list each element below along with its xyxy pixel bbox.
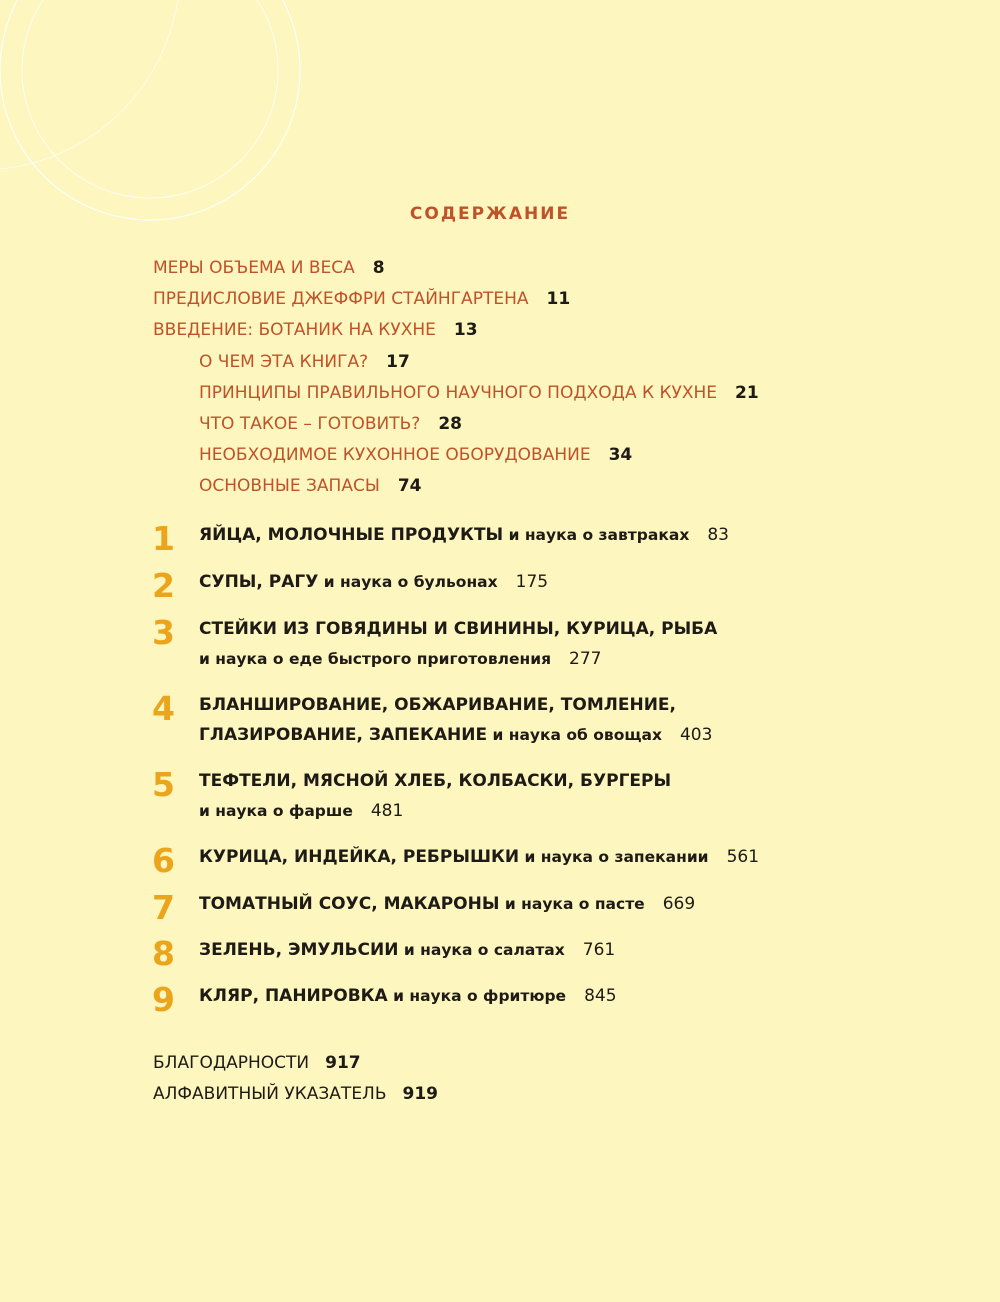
chapter-entry[interactable]	[152, 981, 759, 1027]
toc-entry-label: ВВЕДЕНИЕ: БОТАНИК НА КУХНЕ	[153, 320, 436, 341]
chapter-page: 277	[569, 649, 602, 669]
chapter-entry[interactable]	[152, 520, 759, 567]
chapter-title: КУРИЦА, ИНДЕЙКА, РЕБРЫШКИ	[199, 847, 520, 867]
toc-entry-label: НЕОБХОДИМОЕ КУХОННОЕ ОБОРУДОВАНИЕ	[199, 445, 591, 466]
chapter-entry[interactable]	[152, 889, 759, 935]
chapter-number: 6	[152, 841, 175, 880]
chapter-number: 2	[152, 566, 175, 605]
chapter-title: ЗЕЛЕНЬ, ЭМУЛЬСИИ	[199, 940, 399, 960]
chapter-title: КЛЯР, ПАНИРОВКА	[199, 986, 388, 1006]
toc-entry-page: 917	[325, 1053, 361, 1073]
chapter-page: 845	[584, 986, 617, 1006]
chapter-number: 3	[152, 613, 175, 652]
back-matter-list	[153, 1050, 438, 1112]
chapter-page: 83	[707, 525, 729, 545]
chapter-subtitle: и наука о салатах	[403, 941, 565, 959]
chapter-entry[interactable]	[152, 935, 759, 981]
chapter-number: 9	[152, 980, 175, 1019]
chapter-title: СТЕЙКИ ИЗ ГОВЯДИНЫ И СВИНИНЫ, КУРИЦА, РЫБА	[199, 619, 718, 639]
chapter-number: 4	[152, 689, 175, 728]
chapter-title: СУПЫ, РАГУ	[199, 572, 319, 592]
toc-entry-page: 11	[546, 289, 571, 310]
toc-entry-label: ЧТО ТАКОЕ – ГОТОВИТЬ?	[199, 413, 421, 434]
chapter-subtitle: и наука о еде быстрого приготовления	[199, 650, 552, 668]
chapter-entry[interactable]	[152, 567, 759, 614]
page-title: СОДЕРЖАНИЕ	[409, 204, 571, 224]
toc-entry-label: БЛАГОДАРНОСТИ	[153, 1053, 310, 1073]
intro-section-list	[153, 256, 759, 506]
toc-entry[interactable]	[153, 318, 759, 349]
toc-entry-label: АЛФАВИТНЫЙ УКАЗАТЕЛЬ	[153, 1084, 387, 1104]
chapter-subtitle: и наука о фарше	[199, 802, 353, 820]
toc-subentry[interactable]	[153, 350, 759, 381]
toc-entry-page: 17	[386, 351, 410, 372]
toc-subentry[interactable]	[153, 474, 759, 505]
chapter-page: 175	[515, 572, 549, 592]
chapter-subtitle: и наука о запекании	[524, 848, 709, 866]
toc-entry-page: 13	[453, 320, 478, 341]
chapter-page: 761	[582, 940, 616, 960]
toc-entry-page: 74	[397, 476, 422, 497]
chapter-subtitle: и наука о пасте	[504, 895, 645, 913]
chapter-title-continued: ГЛАЗИРОВАНИЕ, ЗАПЕКАНИЕ	[199, 725, 488, 745]
toc-subentry[interactable]	[153, 412, 759, 443]
chapter-entry[interactable]	[152, 690, 759, 766]
chapter-title: ТЕФТЕЛИ, МЯСНОЙ ХЛЕБ, КОЛБАСКИ, БУРГЕРЫ	[199, 771, 672, 791]
toc-entry[interactable]	[153, 256, 759, 287]
chapter-subtitle: и наука о бульонах	[323, 573, 498, 591]
toc-entry-page: 919	[402, 1084, 439, 1104]
chapter-page: 561	[726, 847, 760, 867]
chapter-entry[interactable]	[152, 766, 759, 842]
chapter-number: 7	[152, 888, 175, 927]
toc-entry-page: 21	[735, 382, 759, 403]
chapter-title: ЯЙЦА, МОЛОЧНЫЕ ПРОДУКТЫ	[199, 525, 504, 545]
chapter-subtitle: и наука об овощах	[492, 726, 662, 744]
toc-subentry[interactable]	[153, 443, 759, 474]
toc-entry[interactable]	[153, 1050, 438, 1081]
toc-subentry[interactable]	[153, 381, 759, 412]
chapter-number: 1	[152, 519, 175, 558]
chapter-entry[interactable]	[152, 842, 759, 889]
toc-entry-label: О ЧЕМ ЭТА КНИГА?	[199, 351, 369, 372]
toc-entry-label: ПРИНЦИПЫ ПРАВИЛЬНОГО НАУЧНОГО ПОДХОДА К КУХНЕ	[199, 382, 718, 403]
chapter-page: 403	[679, 725, 713, 745]
chapter-number: 8	[152, 934, 175, 973]
chapter-entry[interactable]	[152, 614, 759, 690]
chapter-title: ТОМАТНЫЙ СОУС, МАКАРОНЫ	[199, 894, 500, 914]
toc-entry-page: 34	[608, 445, 633, 466]
toc-entry-label: ОСНОВНЫЕ ЗАПАСЫ	[199, 476, 380, 497]
chapter-number: 5	[152, 765, 175, 804]
chapter-subtitle: и наука о завтраках	[508, 526, 690, 544]
toc-entry-page: 28	[438, 413, 462, 434]
toc-entry-label: ПРЕДИСЛОВИЕ ДЖЕФФРИ СТАЙНГАРТЕНА	[153, 289, 529, 310]
chapter-subtitle: и наука о фритюре	[393, 987, 567, 1005]
chapter-page: 669	[662, 894, 696, 914]
toc-entry[interactable]	[153, 287, 759, 318]
chapter-title: БЛАНШИРОВАНИЕ, ОБЖАРИВАНИЕ, ТОМЛЕНИЕ,	[199, 695, 677, 715]
toc-entry-page: 8	[372, 258, 385, 278]
chapters-list	[152, 520, 759, 1027]
toc-entry[interactable]	[153, 1081, 438, 1112]
toc-entry-label: МЕРЫ ОБЪЕМА И ВЕСА	[153, 258, 355, 278]
chapter-page: 481	[370, 801, 404, 821]
